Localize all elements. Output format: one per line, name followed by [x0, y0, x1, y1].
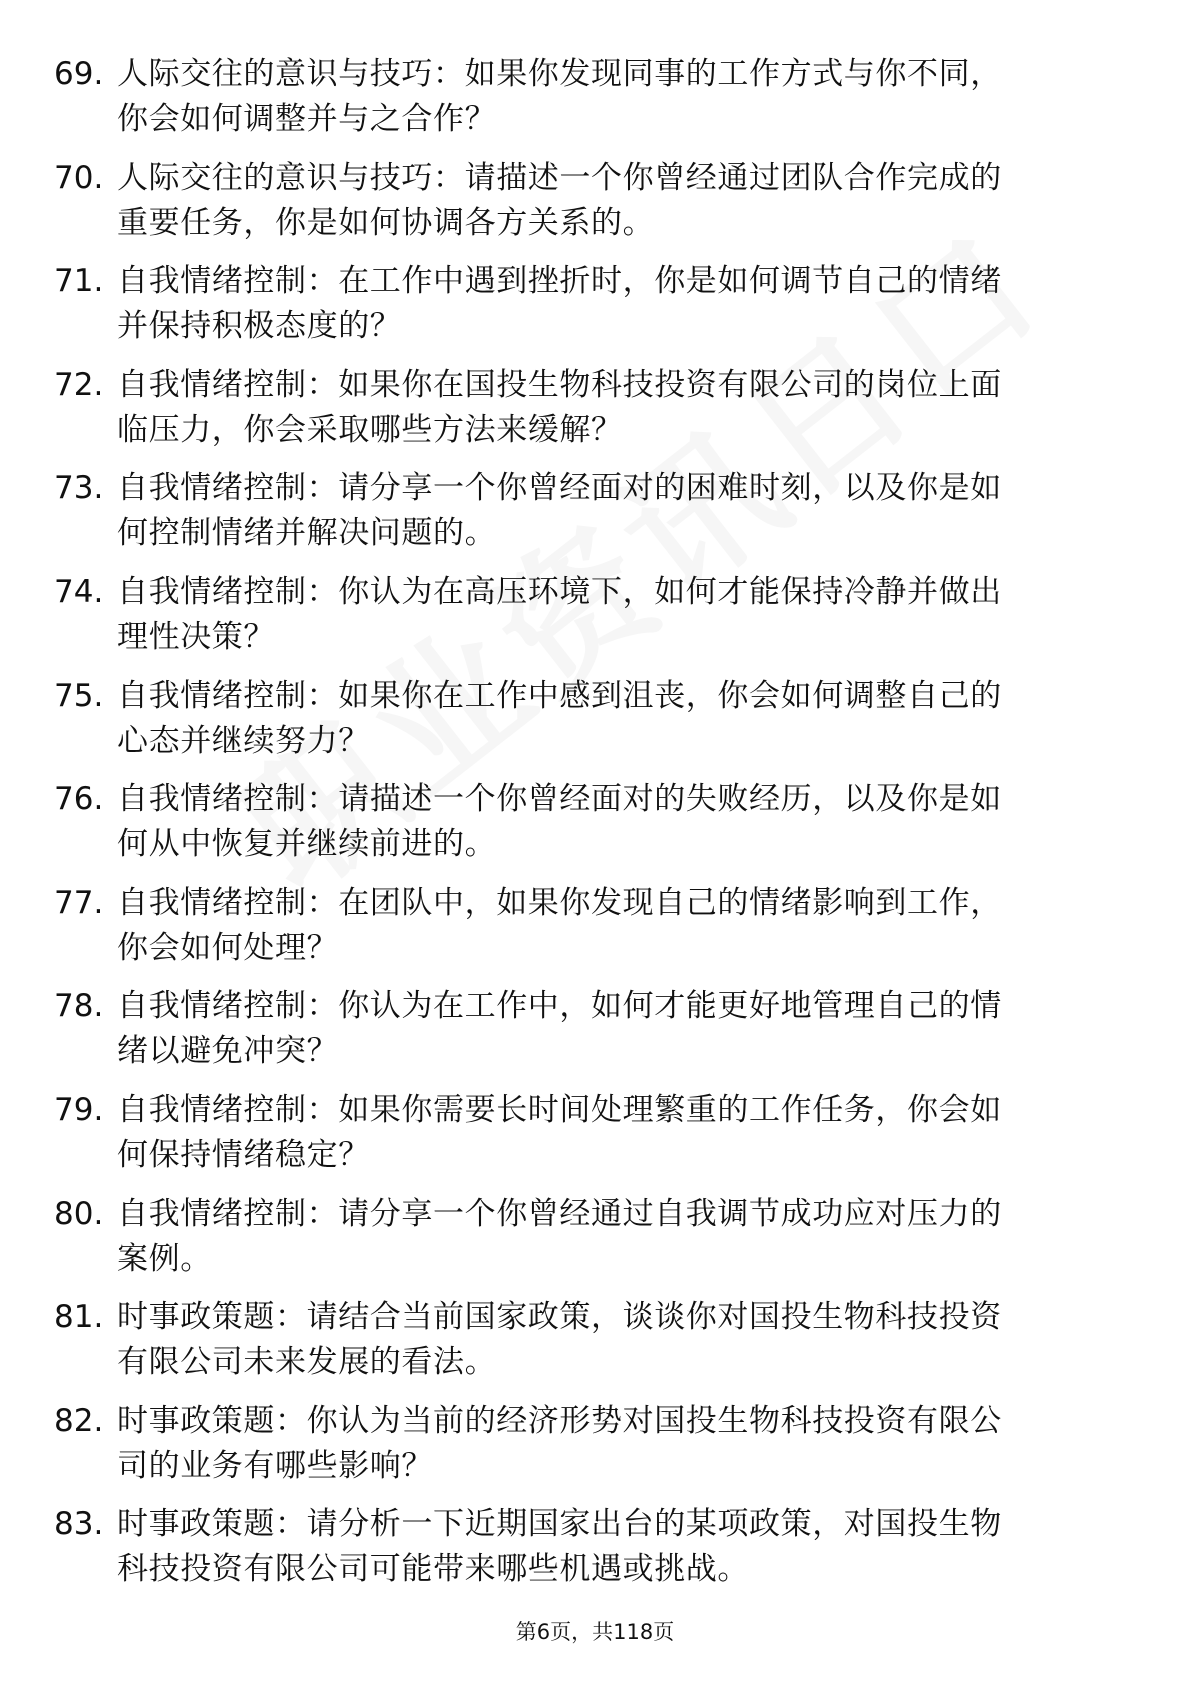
- question-item: [0, 156, 1190, 260]
- question-text: 自我情绪控制：你认为在高压环境下，如何才能保持冷静并做出理性决策？: [117, 573, 1002, 655]
- question-text: 自我情绪控制：如果你需要长时间处理繁重的工作任务，你会如何保持情绪稳定？: [117, 1091, 1002, 1173]
- question-number: 77.: [54, 884, 104, 921]
- question-number: 83.: [54, 1506, 104, 1543]
- question-item: [0, 1192, 1190, 1296]
- question-number: 80.: [54, 1195, 104, 1232]
- question-number: 76.: [54, 781, 104, 818]
- question-item: [0, 363, 1190, 467]
- question-text: 自我情绪控制：在团队中，如果你发现自己的情绪影响到工作，你会如何处理？: [117, 884, 1002, 966]
- question-text: 自我情绪控制：请分享一个你曾经通过自我调节成功应对压力的案例。: [117, 1195, 1002, 1277]
- question-number: 78.: [54, 988, 104, 1025]
- question-item: [0, 1295, 1190, 1399]
- question-item: [0, 674, 1190, 778]
- question-item: [0, 881, 1190, 985]
- question-text: 自我情绪控制：你认为在工作中，如何才能更好地管理自己的情绪以避免冲突？: [117, 988, 1002, 1070]
- question-text: 时事政策题：请分析一下近期国家出台的某项政策，对国投生物科技投资有限公司可能带来哪些机遇或挑战。: [117, 1506, 1002, 1588]
- page-footer: [0, 1617, 1190, 1647]
- question-number: 71.: [54, 263, 104, 300]
- question-number: 81.: [54, 1299, 104, 1336]
- question-text: 时事政策题：你认为当前的经济形势对国投生物科技投资有限公司的业务有哪些影响？: [117, 1402, 1002, 1484]
- question-number: 74.: [54, 573, 104, 610]
- question-item: [0, 777, 1190, 881]
- question-number: 82.: [54, 1402, 104, 1439]
- question-number: 69.: [54, 56, 104, 92]
- question-text: 人际交往的意识与技巧：请描述一个你曾经通过团队合作完成的重要任务，你是如何协调各方关系的。: [117, 159, 1002, 241]
- page-number-label: 第6页，共118页: [515, 1620, 675, 1644]
- question-list: [0, 52, 1190, 1606]
- question-item: [0, 1502, 1190, 1606]
- question-item: [0, 466, 1190, 570]
- question-item: [0, 52, 1190, 156]
- question-item: [0, 259, 1190, 363]
- question-item: [0, 984, 1190, 1088]
- question-text: 人际交往的意识与技巧：如果你发现同事的工作方式与你不同，你会如何调整并与之合作？: [117, 56, 1002, 137]
- question-number: 73.: [54, 470, 104, 507]
- question-text: 自我情绪控制：如果你在国投生物科技投资有限公司的岗位上面临压力，你会采取哪些方法来缓解？: [117, 366, 1002, 448]
- question-number: 70.: [54, 159, 104, 196]
- question-number: 75.: [54, 677, 104, 714]
- question-item: [0, 570, 1190, 674]
- question-number: 72.: [54, 366, 104, 403]
- question-text: 时事政策题：请结合当前国家政策，谈谈你对国投生物科技投资有限公司未来发展的看法。: [117, 1299, 1002, 1381]
- question-text: 自我情绪控制：如果你在工作中感到沮丧，你会如何调整自己的心态并继续努力？: [117, 677, 1002, 759]
- question-number: 79.: [54, 1091, 104, 1128]
- question-text: 自我情绪控制：请分享一个你曾经面对的困难时刻，以及你是如何控制情绪并解决问题的。: [117, 470, 1002, 552]
- question-item: [0, 1088, 1190, 1192]
- question-item: [0, 1399, 1190, 1503]
- question-text: 自我情绪控制：请描述一个你曾经面对的失败经历，以及你是如何从中恢复并继续前进的。: [117, 781, 1002, 863]
- question-text: 自我情绪控制：在工作中遇到挫折时，你是如何调节自己的情绪并保持积极态度的？: [117, 263, 1002, 345]
